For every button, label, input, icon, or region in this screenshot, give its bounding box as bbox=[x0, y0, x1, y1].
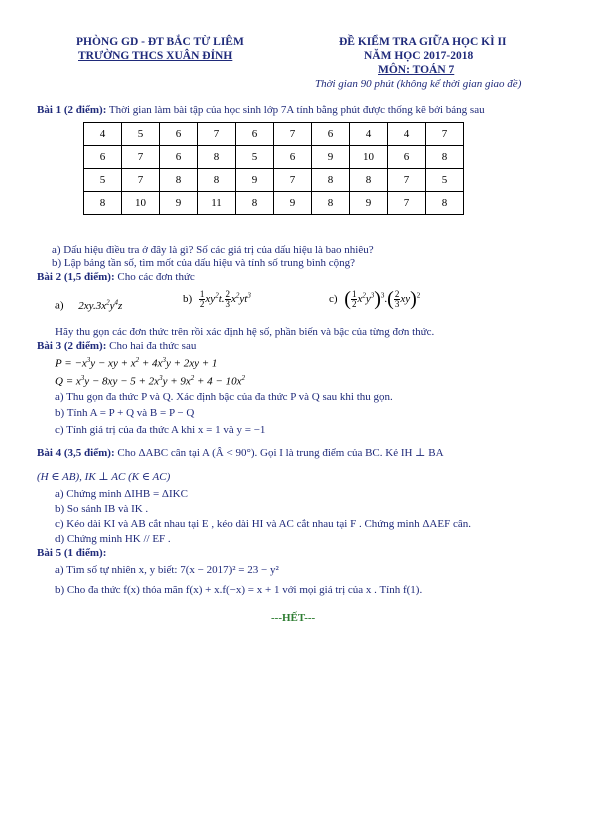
table-cell: 8 bbox=[160, 169, 198, 192]
monomial-c-label: c) bbox=[329, 293, 338, 306]
table-cell: 8 bbox=[198, 146, 236, 169]
bai2-title: Bài 2 (1,5 điểm): bbox=[37, 271, 115, 283]
monomial-a: a) $2xy.3x^2y^4z$ bbox=[55, 298, 123, 312]
table-cell: 5 bbox=[236, 146, 274, 169]
table-cell: 8 bbox=[236, 192, 274, 215]
table-row bbox=[84, 192, 464, 215]
monomial-b: b) $\frac{1}{2}$ $xy^2t$. $\frac{2}{3}$ $x^2yt^3$ bbox=[183, 289, 251, 309]
school-year: NĂM HỌC 2017-2018 bbox=[364, 50, 474, 62]
exam-title: ĐỀ KIỂM TRA GIỮA HỌC KÌ II bbox=[339, 36, 507, 48]
table-cell: 9 bbox=[236, 169, 274, 192]
bai4-question-c: c) Kéo dài KI và AB cắt nhau tại E , kéo dài HI và AC cắt nhau tại F . Chứng minh ΔAEF cân. bbox=[55, 518, 471, 530]
table-cell: 8 bbox=[426, 192, 464, 215]
bai2-text: Cho các đơn thức bbox=[117, 271, 195, 283]
table-cell: 6 bbox=[236, 123, 274, 146]
table-cell: 8 bbox=[84, 192, 122, 215]
table-cell: 5 bbox=[84, 169, 122, 192]
subject: MÔN: TOÁN 7 bbox=[378, 64, 455, 76]
bai4-question-a: a) Chứng minh ΔIHB = ΔIKC bbox=[55, 488, 188, 500]
bai3-question-a: a) Thu gọn đa thức P và Q. Xác định bậc của đa thức P và Q sau khi thu gọn. bbox=[55, 391, 393, 403]
polynomial-p: $P = -x^3y$ − xy + $x^2 + 4x^3y + 2xy + 1$ bbox=[55, 356, 218, 370]
table-cell: 9 bbox=[274, 192, 312, 215]
table-cell: 8 bbox=[198, 169, 236, 192]
table-row bbox=[84, 123, 464, 146]
bai5-question-a: a) Tìm số tự nhiên x, y biết: 7(x − 2017)² = 23 − y² bbox=[55, 564, 279, 576]
table-cell: 8 bbox=[350, 169, 388, 192]
table-cell: 11 bbox=[198, 192, 236, 215]
bai5-question-b: b) Cho đa thức f(x) thỏa mãn f(x) + x.f(−x) = x + 1 với mọi giá trị của x . Tính f(1). bbox=[55, 584, 423, 596]
table-cell: 7 bbox=[426, 123, 464, 146]
bai2-heading bbox=[37, 271, 195, 283]
table-cell: 5 bbox=[122, 123, 160, 146]
table-cell: 7 bbox=[274, 123, 312, 146]
table-cell: 8 bbox=[312, 169, 350, 192]
bai4-question-d: d) Chứng minh HK // EF . bbox=[55, 533, 171, 545]
table-cell: 6 bbox=[160, 146, 198, 169]
table-cell: 8 bbox=[312, 192, 350, 215]
bai4-title: Bài 4 (3,5 điểm): bbox=[37, 447, 115, 459]
bai3-question-c: c) Tính giá trị của đa thức A khi x = 1 và y = −1 bbox=[55, 424, 266, 436]
monomial-a-label: a) bbox=[55, 299, 64, 312]
table-cell: 4 bbox=[350, 123, 388, 146]
table-cell: 9 bbox=[160, 192, 198, 215]
table-cell: 10 bbox=[122, 192, 160, 215]
bai4-heading bbox=[37, 446, 444, 459]
bai1-question-a: a) Dấu hiệu điều tra ở đây là gì? Số các giá trị của dấu hiệu là bao nhiêu? bbox=[52, 244, 374, 256]
table-cell: 7 bbox=[388, 192, 426, 215]
table-cell: 7 bbox=[122, 146, 160, 169]
bai3-title: Bài 3 (2 điểm): bbox=[37, 340, 107, 352]
table-cell: 7 bbox=[198, 123, 236, 146]
bai3-text: Cho hai đa thức sau bbox=[109, 340, 197, 352]
bai1-heading bbox=[37, 104, 485, 116]
table-cell: 9 bbox=[350, 192, 388, 215]
polynomial-q: $Q = x^3y - 8xy - 5 + 2x^3y + 9x^2 + 4 - 10x^2$ bbox=[55, 374, 245, 388]
table-cell: 7 bbox=[122, 169, 160, 192]
data-table bbox=[83, 122, 464, 215]
table-cell: 10 bbox=[350, 146, 388, 169]
bai5-title: Bài 5 (1 điểm): bbox=[37, 547, 107, 559]
bai4-question-b: b) So sánh IB và IK . bbox=[55, 503, 149, 515]
table-cell: 5 bbox=[426, 169, 464, 192]
bai3-heading bbox=[37, 340, 196, 352]
monomial-b-label: b) bbox=[183, 293, 193, 306]
table-cell: 6 bbox=[312, 123, 350, 146]
end-marker: ---HẾT--- bbox=[271, 612, 316, 624]
table-row bbox=[84, 146, 464, 169]
table-cell: 4 bbox=[388, 123, 426, 146]
table-cell: 7 bbox=[388, 169, 426, 192]
table-cell: 9 bbox=[312, 146, 350, 169]
school-department: PHÒNG GD - ĐT BẮC TỪ LIÊM bbox=[76, 36, 244, 48]
table-row bbox=[84, 169, 464, 192]
bai1-question-b: b) Lập bảng tần số, tìm mốt của dấu hiệu và tính số trung bình cộng? bbox=[52, 257, 356, 269]
table-cell: 4 bbox=[84, 123, 122, 146]
bai2-note: Hãy thu gọn các đơn thức trên rồi xác định hệ số, phần biến và bậc của từng đơn thức. bbox=[55, 326, 435, 338]
table-cell: 7 bbox=[274, 169, 312, 192]
bai4-text1: Cho ΔABC cân tại A (Â < 90°). Gọi I là trung điểm của BC. Kẻ IH ⊥ BA bbox=[117, 447, 444, 459]
table-cell: 6 bbox=[160, 123, 198, 146]
monomial-c: c) ( $\frac{1}{2}$ $x^2y^3)^3$.( $\frac{2}{3}$ xy)$^2$ bbox=[329, 288, 421, 310]
table-cell: 6 bbox=[274, 146, 312, 169]
table-cell: 8 bbox=[426, 146, 464, 169]
school-name: TRƯỜNG THCS XUÂN ĐỈNH bbox=[78, 50, 233, 62]
bai3-question-b: b) Tính A = P + Q và B = P − Q bbox=[55, 407, 195, 419]
bai4-text2: (H ∈ AB), IK ⊥ AC (K ∈ AC) bbox=[37, 471, 171, 483]
table-cell: 6 bbox=[388, 146, 426, 169]
table-cell: 6 bbox=[84, 146, 122, 169]
exam-duration: Thời gian 90 phút (không kể thời gian giao đề) bbox=[315, 78, 522, 90]
bai1-text: Thời gian làm bài tập của học sinh lớp 7A tính bằng phút được thống kê bởi bảng sau bbox=[108, 104, 485, 116]
bai1-title: Bài 1 (2 điểm): bbox=[37, 104, 107, 116]
